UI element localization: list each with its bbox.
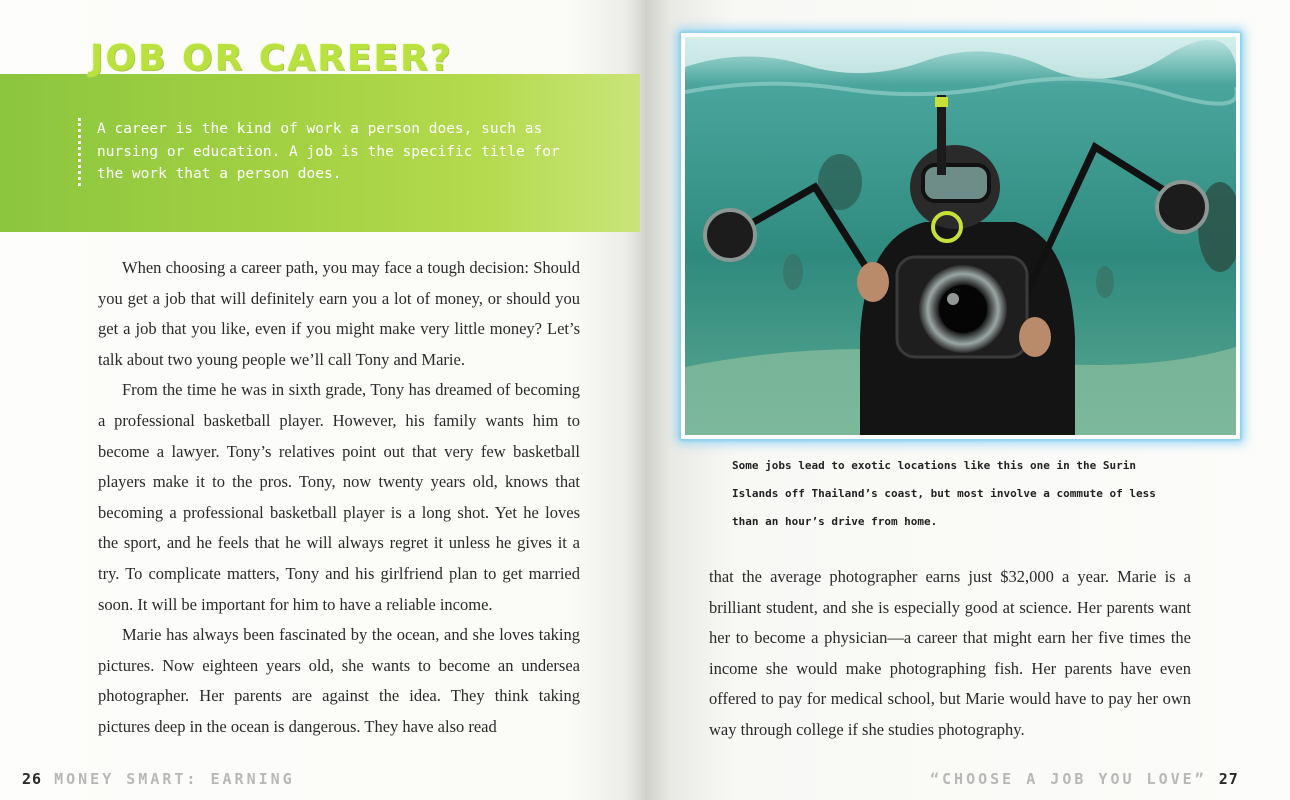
underwater-photographer-photo [685,37,1236,435]
right-footer [930,770,1239,788]
page-number: 26 [22,770,43,788]
left-footer [22,770,295,788]
paragraph: When choosing a career path, you may face a tough decision: Should you get a job that will definitely earn you a lot of money, or should you get a job that you like, even if you might make very little money? Let’s talk about two young people we’ll call Tony and Marie. [98,258,580,369]
page-title: JOB OR CAREER? [90,38,453,79]
running-title: “CHOOSE A JOB YOU LOVE” [930,770,1207,788]
photo-caption: Some jobs lead to exotic locations like this one in the Surin Islands off Thailand’s coast, but most involve a commute of less than an hour’s drive from home. [732,459,1156,528]
left-body-text [98,253,580,743]
page-number: 27 [1218,770,1239,788]
photo-frame [681,33,1240,439]
right-body-text [709,562,1191,746]
paragraph: that the average photographer earns just $32,000 a year. Marie is a brilliant student, and she is especially good at science. Her parents want her to become a physician—a career that might earn her five times the income she would make photographing fish. Her parents have even offered to pay for medical school, but Marie would have to pay her own way through college if she studies photography. [709,567,1191,739]
paragraph: From the time he was in sixth grade, Tony has dreamed of becoming a professional basketball player. However, his family wants him to become a lawyer. Tony’s relatives point out that very few basketball players make it to the pros. Tony, now twenty years old, knows that becoming a professional basketball player is a long shot. Yet he loves the sport, and he feels that he will always regret it unless he gives it a try. To complicate matters, Tony and his girlfriend plan to get married soon. It will be important for him to have a reliable income. [98,380,580,614]
running-title: MONEY SMART: EARNING [54,770,295,788]
definition-text: A career is the kind of work a person does, such as nursing or education. A job is the specific title for the work that a person does. [78,118,567,186]
paragraph: Marie has always been fascinated by the ocean, and she loves taking pictures. Now eighteen years old, she wants to become an undersea photographer. Her parents are against the idea. They think taking pictures deep in the ocean is dangerous. They have also read [98,625,580,736]
